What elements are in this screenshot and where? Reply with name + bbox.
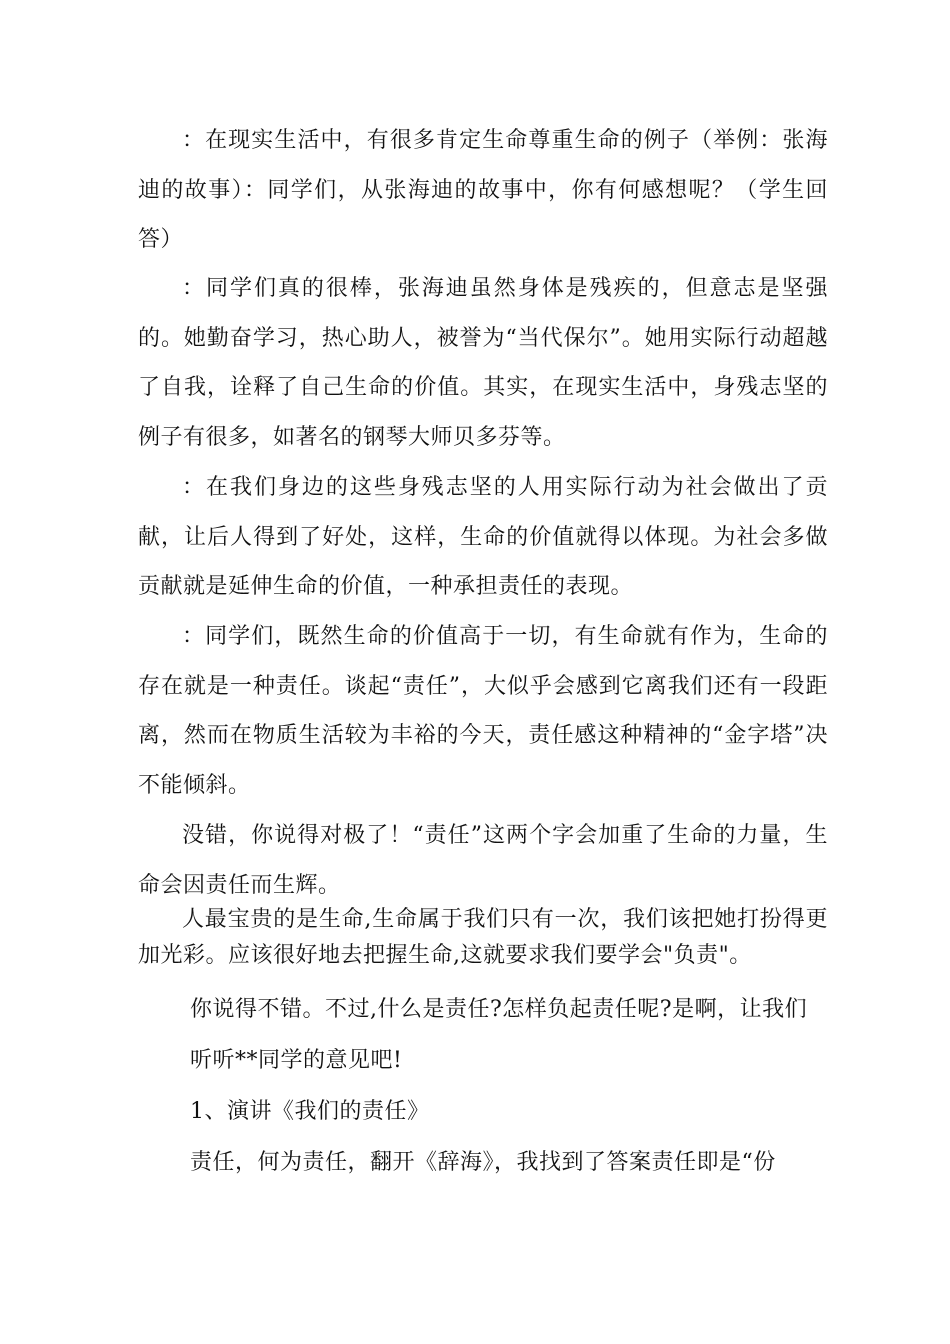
text-line-1: 你说得不错。不过,什么是责任?怎样负起责任呢?是啊，让我们 [190,997,808,1022]
paragraph-6: 人最宝贵的是生命,生命属于我们只有一次，我们该把她打扮得更加光彩。应该很好地去把握生命,这就要求我们要学会"负责"。 [138,907,828,968]
text-line-3: 责任，何为责任，翻开《辞海》，我找到了答案责任即是“份 [190,1150,776,1175]
paragraph-2: ：同学们真的很棒，张海迪虽然身体是残疾的，但意志是坚强的。她勤奋学习，热心助人，被誉为“当代保尔”。她用实际行动超越了自我，诠释了自己生命的价值。其实，在现实生活中，身残志坚的例子有很多，如著名的钢琴大师贝多芬等。 [138,276,828,450]
paragraph-3: ：在我们身边的这些身残志坚的人用实际行动为社会做出了贡献，让后人得到了好处，这样，生命的价值就得以体现。为社会多做贡献就是延伸生命的价值，一种承担责任的表现。 [138,475,828,599]
text-line-2: 听听**同学的意见吧! [190,1048,403,1073]
section-heading: 1、演讲《我们的责任》 [190,1099,430,1124]
paragraph-1: ：在现实生活中，有很多肯定生命尊重生命的例子（举例：张海迪的故事）：同学们，从张海迪的故事中，你有何感想呢？（学生回答） [138,128,828,252]
paragraph-4: ：同学们，既然生命的价值高于一切，有生命就有作为，生命的存在就是一种责任。谈起“责任”，大似乎会感到它离我们还有一段距离，然而在物质生活较为丰裕的今天，责任感这种精神的“金字塔”决不能倾斜。 [138,624,828,798]
paragraph-5: 没错，你说得对极了！“责任”这两个字会加重了生命的力量，生命会因责任而生辉。 [138,823,828,898]
